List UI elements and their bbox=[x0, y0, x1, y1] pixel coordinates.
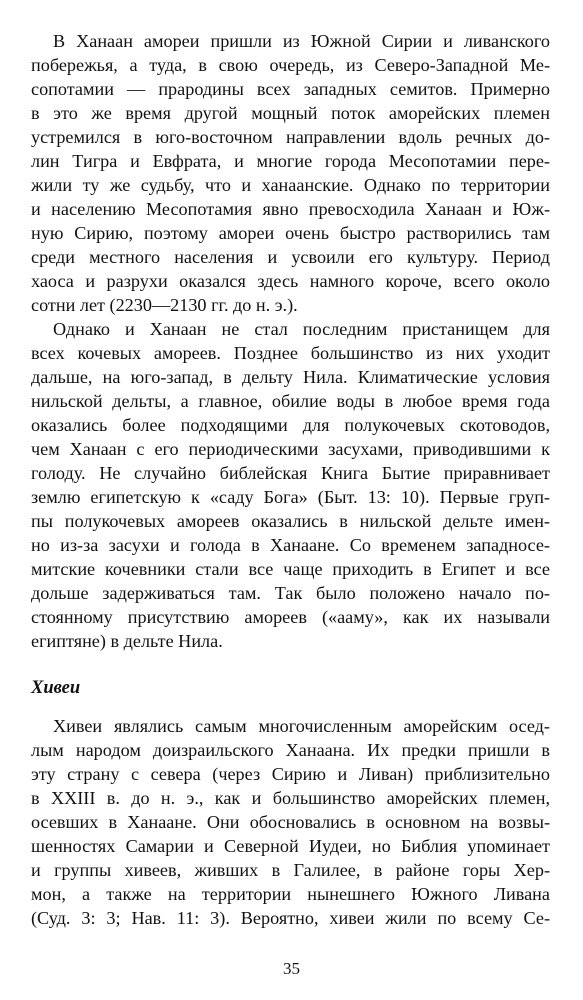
text-line: но из-за засухи и голода в Ханаане. Со временем западносе- bbox=[31, 535, 550, 555]
text-line: среди местного населения и усвоили его культуру. Период bbox=[31, 247, 550, 267]
text-line: египтяне) в дельте Нила. bbox=[31, 631, 223, 651]
text-line: жили ту же судьбу, что и ханаанские. Однако по территории bbox=[31, 175, 550, 195]
text-line: Однако и Ханаан не стал последним пристанищем для bbox=[53, 319, 550, 339]
text-line: побережья, а туда, в свою очередь, из Северо-Западной Ме- bbox=[31, 55, 550, 75]
text-line: нильской дельты, а главное, обилие воды в любое время года bbox=[31, 391, 550, 411]
section-heading-hivites: Хивеи bbox=[31, 678, 81, 698]
text-line: сопотамии — прародины всех западных семитов. Примерно bbox=[31, 79, 550, 99]
text-line: Хивеи являлись самым многочисленным аморейским осед- bbox=[53, 716, 550, 736]
text-line: дольше задерживаться там. Так было положено начало по- bbox=[31, 583, 550, 603]
text-line: и группы хивеев, живших в Галилее, в районе горы Хер- bbox=[31, 860, 550, 880]
text-line: всех кочевых амореев. Позднее большинство из них уходит bbox=[31, 343, 550, 363]
text-line: эту страну с севера (через Сирию и Ливан) приблизительно bbox=[31, 764, 550, 784]
text-line: устремился в юго-восточном направлении вдоль речных до- bbox=[31, 127, 550, 147]
text-line: сотни лет (2230—2130 гг. до н. э.). bbox=[31, 295, 298, 315]
page-number: 35 bbox=[283, 959, 300, 978]
text-line: лин Тигра и Евфрата, и многие города Месопотамии пере- bbox=[31, 151, 550, 171]
text-line: стоянному присутствию амореев («ааму», как их называли bbox=[31, 607, 550, 627]
text-line: лым народом доизраильского Ханаана. Их предки пришли в bbox=[31, 740, 550, 760]
text-line: в это же время другой мощный поток аморейских племен bbox=[31, 103, 550, 123]
text-line: и населению Месопотамия явно превосходила Ханаан и Юж- bbox=[31, 199, 550, 219]
text-line: голоду. Не случайно библейская Книга Бытие приравнивает bbox=[31, 463, 550, 483]
text-line: в XXIII в. до н. э., как и большинство аморейских племен, bbox=[31, 788, 550, 808]
text-line: хаоса и разрухи оказался здесь намного короче, всего около bbox=[31, 271, 550, 291]
text-line: дальше, на юго-запад, в дельту Нила. Климатические условия bbox=[31, 367, 550, 387]
text-line: мон, а также на территории нынешнего Южного Ливана bbox=[31, 884, 550, 904]
text-line: (Суд. 3: 3; Нав. 11: 3). Вероятно, хивеи жили по всему Се- bbox=[31, 908, 550, 928]
text-line: чем Ханаан с его периодическими засухами, приводившими к bbox=[31, 439, 550, 459]
text-line: В Ханаан амореи пришли из Южной Сирии и ливанского bbox=[53, 31, 550, 51]
text-line: пы полукочевых амореев оказались в нильской дельте имен- bbox=[31, 511, 550, 531]
text-line: митские кочевники стали все чаще приходить в Египет и все bbox=[31, 559, 550, 579]
text-line: осевших в Ханаане. Они обосновались в основном на возвы- bbox=[31, 812, 550, 832]
text-line: землю египетскую к «саду Бога» (Быт. 13: 10). Первые груп- bbox=[31, 487, 550, 507]
text-line: шенностях Самарии и Северной Иудеи, но Библия упоминает bbox=[31, 836, 550, 856]
text-line: оказались более подходящими для полукочевых скотоводов, bbox=[31, 415, 550, 435]
text-line: ную Сирию, поэтому амореи очень быстро растворились там bbox=[31, 223, 550, 243]
